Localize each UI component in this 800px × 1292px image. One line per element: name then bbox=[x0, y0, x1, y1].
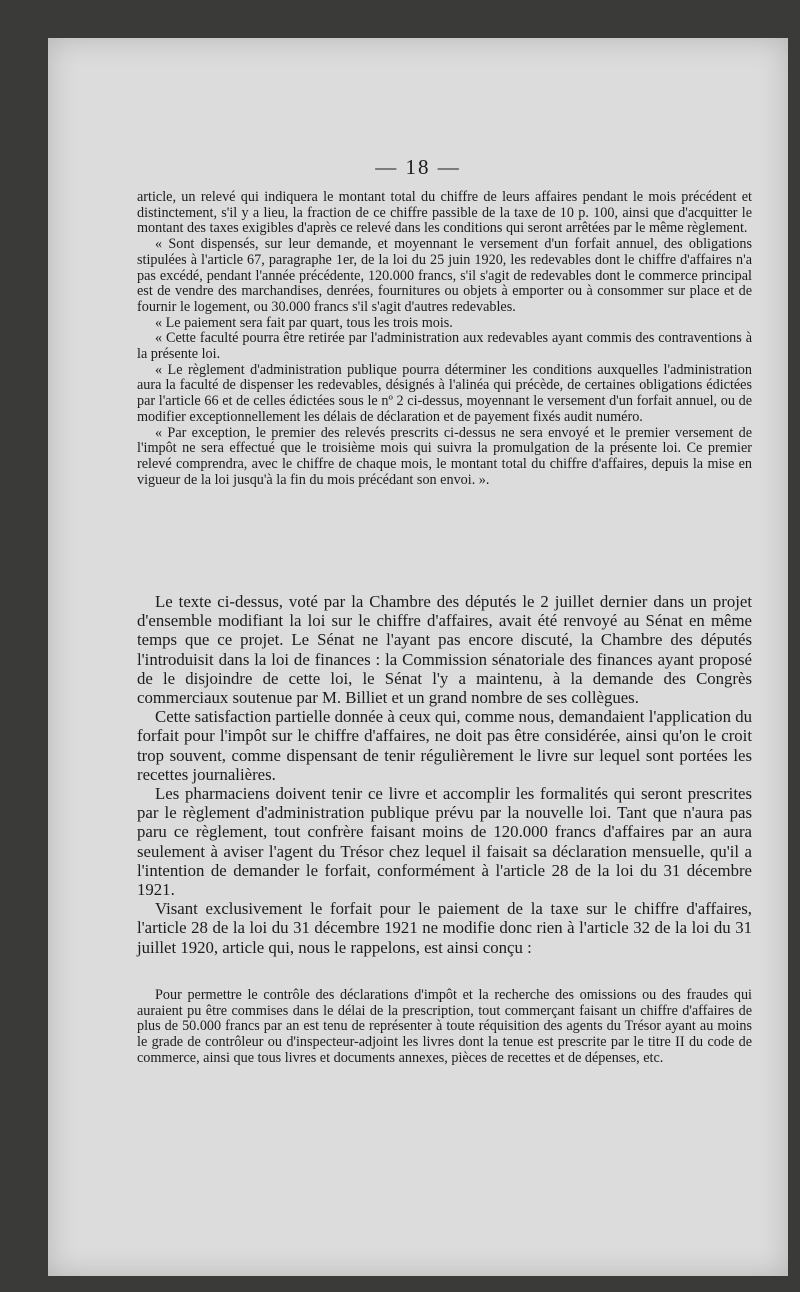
paragraph: « Le paiement sera fait par quart, tous les trois mois. bbox=[155, 314, 453, 331]
paragraph: Le texte ci-dessus, voté par la Chambre des députés le 2 juillet dernier dans un projet d'ensemble modifiant la loi sur le chiffre d'affaires, avait été renvoyé au Sénat en même temps que ce projet. Le Sénat ne l'ayant pas encore discuté, la Chambre des députés l'introduisit dans la loi de finances : la Commission sénatoriale des finances ayant proposé de le disjoindre de cette loi, le Sénat l'y a maintenu, à la demande des Congrès commerciaux soutenue par M. Billiet et un grand nombre de ses collègues. bbox=[137, 592, 752, 708]
paragraph: « Cette faculté pourra être retirée par l'administration aux redevables ayant commis des contraventions à la présente loi. bbox=[137, 330, 752, 363]
paragraph: article, un relevé qui indiquera le montant total du chiffre de leurs affaires pendant le mois précédent et distinctement, s'il y a lieu, la fraction de ce chiffre passible de la taxe de 10 p. 100, ainsi que d'acquitter le montant des taxes exigibles d'après ce relevé dans les conditions qui seront arrêtées par le même règlement. bbox=[137, 189, 752, 237]
paragraph: Pour permettre le contrôle des déclarations d'impôt et la recherche des omissions ou des fraudes qui auraient pu être commises dans le délai de la prescription, tout commerçant faisant un chiffre d'affaires de plus de 50.000 francs par an est tenu de représenter à toute réquisition des agents du Trésor ayant au moins le grade de contrôleur ou d'inspecteur-adjoint les livres dont la tenue est prescrite par le titre II du code de commerce, ainsi que tous livres et documents annexes, pièces de recettes et de dépenses, etc. bbox=[137, 987, 752, 1066]
paragraph: « Sont dispensés, sur leur demande, et moyennant le versement d'un forfait annuel, des obligations stipulées à l'article 67, paragraphe 1er, de la loi du 25 juin 1920, les redevables dont le chiffre d'affaires n'a pas excédé, pendant l'année précédente, 120.000 francs, s'il s'agit de redevables dont le commerce principal est de vendre des marchandises, denrées, fournitures ou objets à emporter ou à consommer sur place et de fournir le logement, ou 30.000 francs s'il s'agit d'autres redevables. bbox=[137, 236, 752, 315]
paragraph: « Par exception, le premier des relevés prescrits ci-dessus ne sera envoyé et le premier versement de l'impôt ne sera effectué que le troisième mois qui suivra la promulgation de la présente loi. Ce premier relevé comprendra, avec le chiffre de chaque mois, le montant total du chiffre d'affaires, depuis la mise en vigueur de la loi jusqu'à la fin du mois précédant son envoi. ». bbox=[137, 424, 752, 488]
paragraph: Les pharmaciens doivent tenir ce livre et accomplir les formalités qui seront prescrites par le règlement d'administration publique prévu par la nouvelle loi. Tant que n'aura pas paru ce règlement, tout confrère faisant moins de 120.000 francs d'affaires par an aura seulement à aviser l'agent du Trésor chez lequel il faisait sa déclaration mensuelle, qu'il a l'intention de demander le forfait, conformément à l'article 28 de la loi du 31 décembre 1921. bbox=[137, 784, 752, 900]
page-number: — 18 — bbox=[375, 155, 461, 179]
paragraph: Visant exclusivement le forfait pour le paiement de la taxe sur le chiffre d'affaires, l'article 28 de la loi du 31 décembre 1921 ne modifie donc rien à l'article 32 de la loi du 31 juillet 1920, article qui, nous le rappelons, est ainsi conçu : bbox=[137, 899, 752, 957]
paragraph: « Le règlement d'administration publique pourra déterminer les conditions auxquelles l'administration aura la faculté de dispenser les redevables, désignés à l'alinéa qui précède, de certaines obligations édictées par l'article 66 et de celles édictées sous le nº 2 ci-dessus, moyennant le versement d'un forfait annuel, ou de modifier exceptionnellement les délais de déclaration et de payement fixés audit numéro. bbox=[137, 361, 752, 425]
paragraph: Cette satisfaction partielle donnée à ceux qui, comme nous, demandaient l'application du forfait pour l'impôt sur le chiffre d'affaires, ne doit pas être considérée, ainsi qu'on le croit trop souvent, comme dispensant de tenir régulièrement le livre sur lequel sont portées les recettes journalières. bbox=[137, 707, 752, 784]
quoted-law-text bbox=[137, 190, 752, 488]
quoted-article-text bbox=[137, 988, 752, 1067]
body-text bbox=[137, 592, 752, 957]
